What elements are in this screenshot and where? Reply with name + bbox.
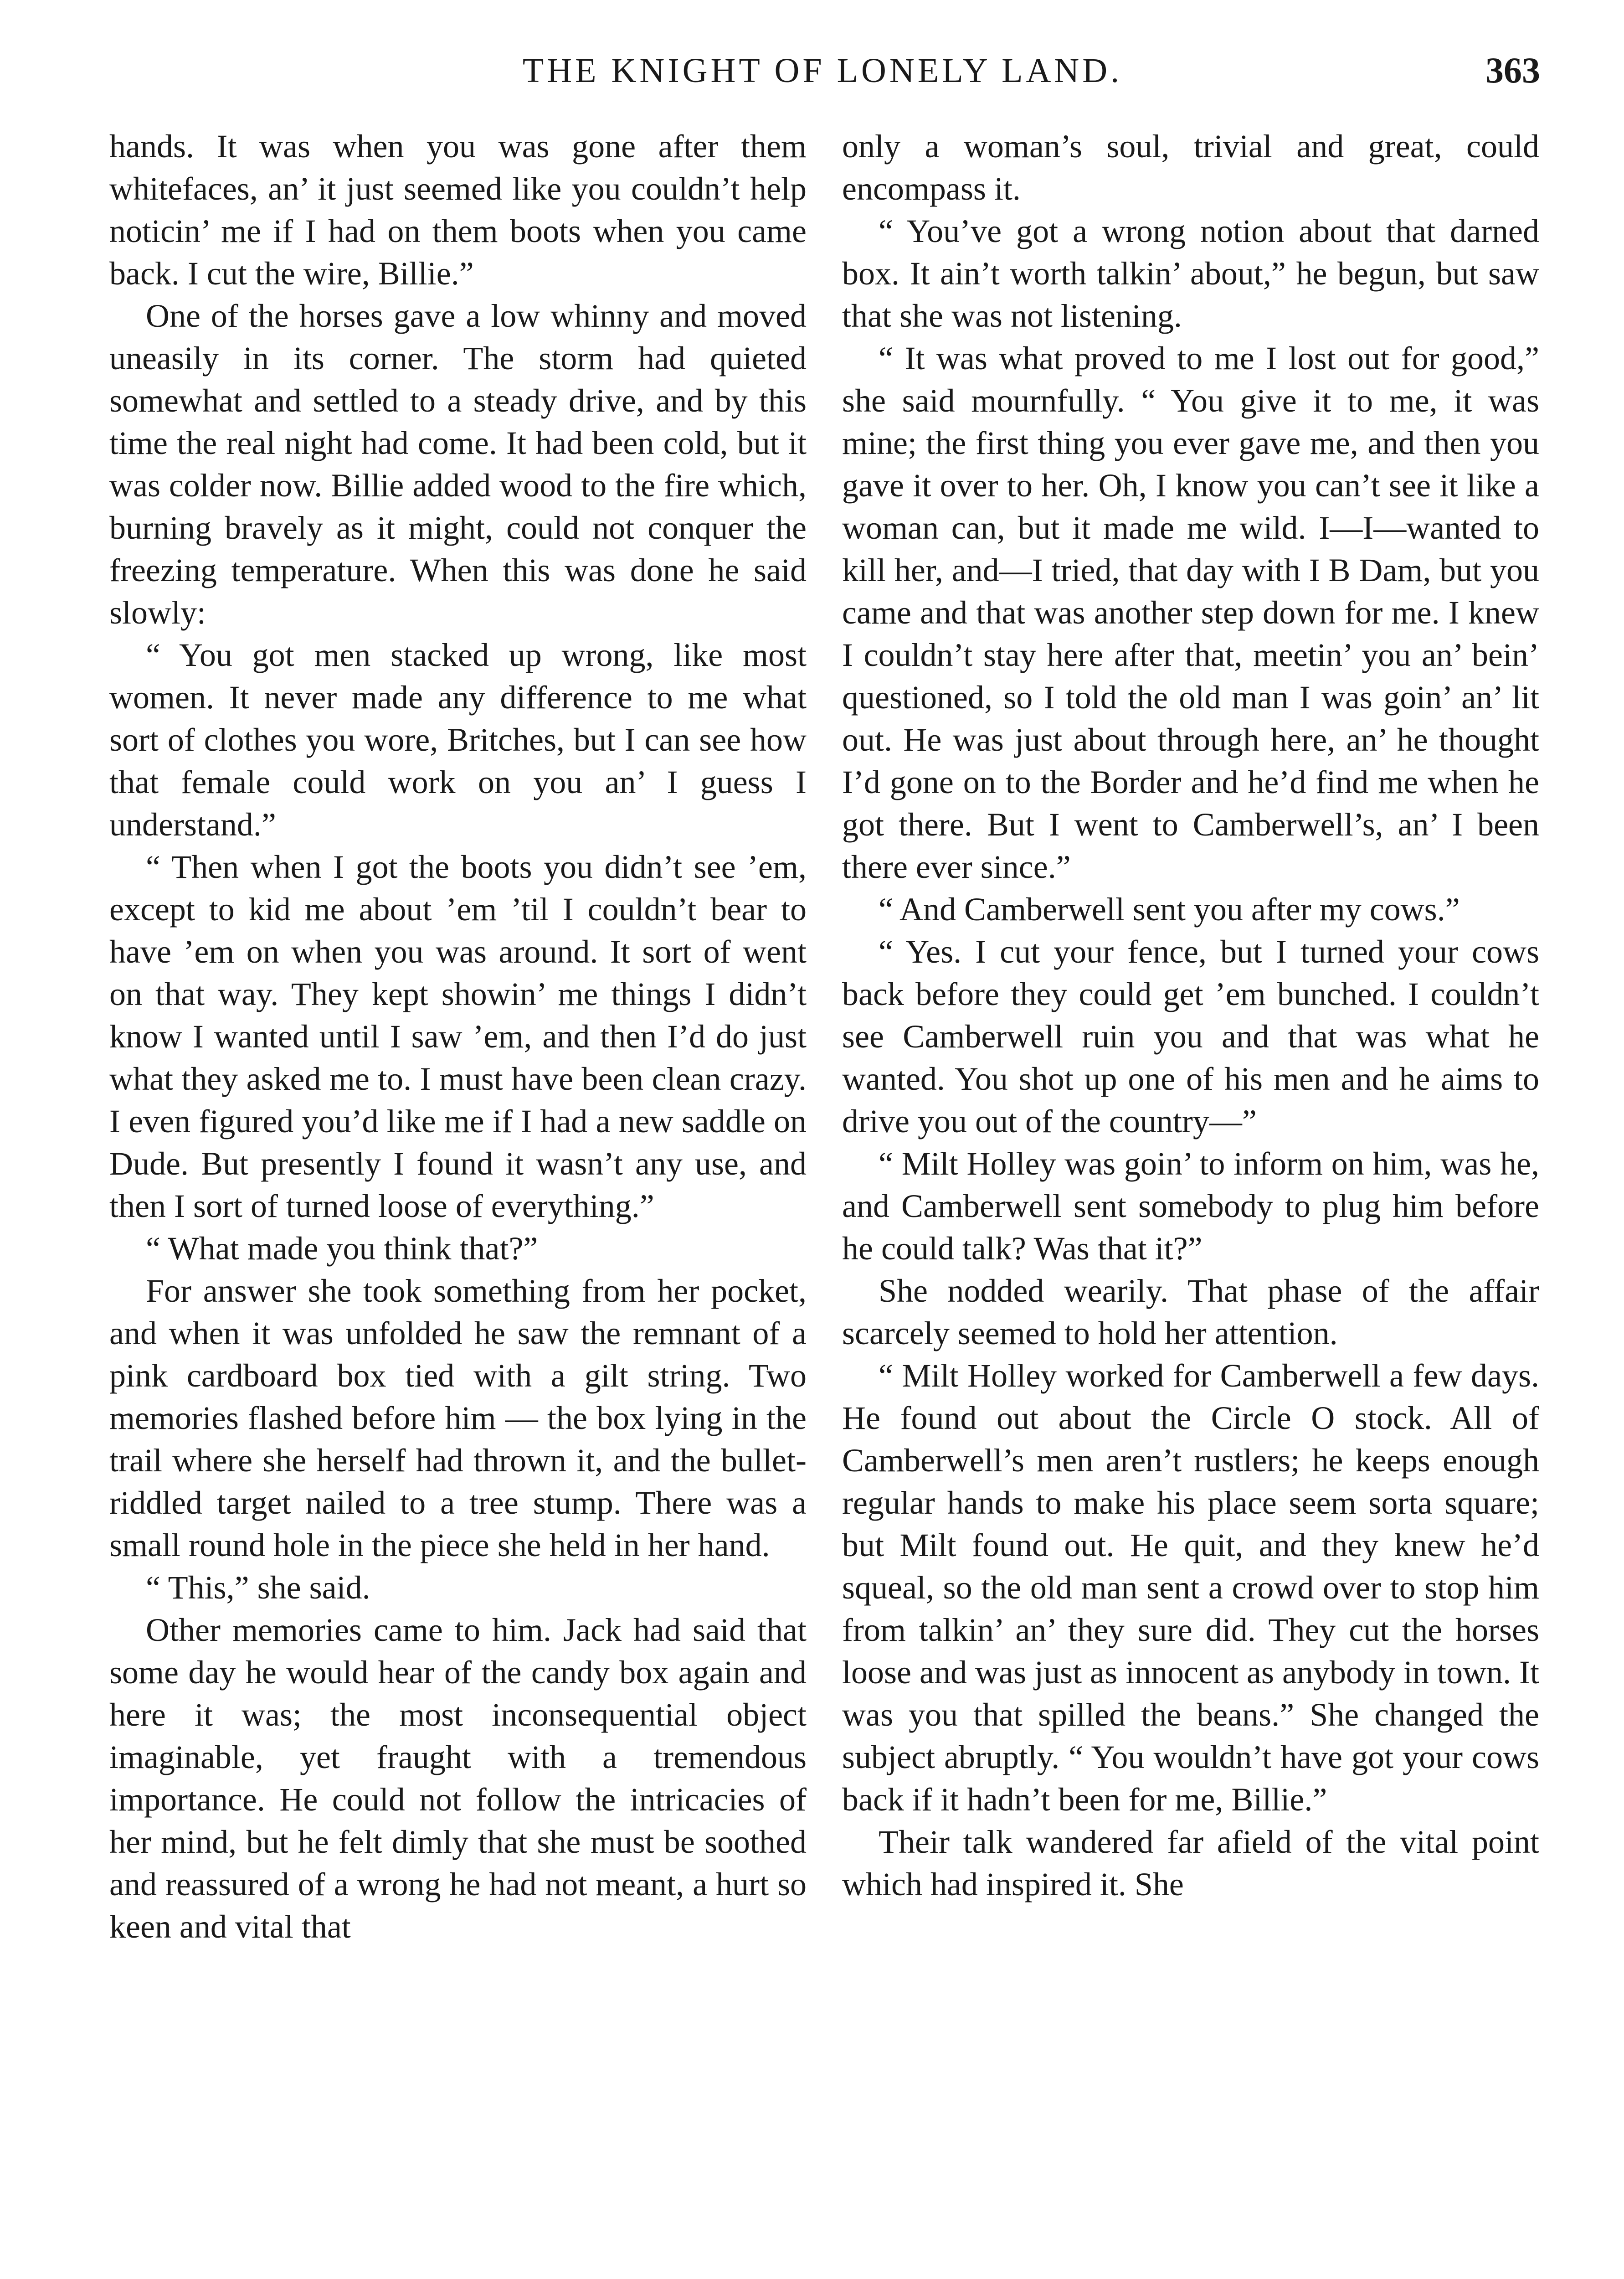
- paragraph: For answer she took something from her pocket, and when it was unfolded he saw the remnant of a pink cardboard box tied with a gilt string. Two memories flashed before him — the box lying in the trail where she herself had thrown it, and the bullet-riddled target nailed to a tree stump. There was a small round hole in the piece she held in her hand.: [109, 1273, 807, 1563]
- paragraph: “ What made you think that?”: [146, 1230, 538, 1267]
- page-number: 363: [1485, 51, 1540, 91]
- running-head: THE KNIGHT OF LONELY LAND.: [522, 52, 1123, 90]
- paragraph: “ And Camberwell sent you after my cows.”: [879, 891, 1460, 928]
- paragraph: only a woman’s soul, trivial and great, could encompass it.: [842, 128, 1539, 207]
- paragraph: One of the horses gave a low whinny and moved uneasily in its corner. The storm had quieted somewhat and settled to a steady drive, and by this time the real night had come. It had been cold, but it was colder now. Billie added wood to the fire which, burning bravely as it might, could not conquer the freezing temperature. When this was done he said slowly:: [109, 298, 807, 631]
- paragraph: Other memories came to him. Jack had said that some day he would hear of the candy box again and here it was; the most inconsequential object imaginable, yet fraught with a tremendous importance. He could not follow the intricacies of her mind, but he felt dimly that she must be soothed and reassured of a wrong he had not meant, a hurt so keen and vital that: [109, 1612, 807, 1945]
- page-header: [105, 46, 1540, 96]
- paragraph: “ Milt Holley was goin’ to inform on him, was he, and Camberwell sent somebody to plug him before he could talk? Was that it?”: [842, 1145, 1539, 1267]
- paragraph: “ It was what proved to me I lost out for good,” she said mournfully. “ You give it to me, it was mine; the first thing you ever gave me, and then you gave it over to her. Oh, I know you can’t see it like a woman can, but it made me wild. I—I—wanted to kill her, and—I tried, that day with I B Dam, but you came and that was another step down for me. I knew I couldn’t stay here after that, meetin’ you an’ bein’ questioned, so I told the old man I was goin’ an’ lit out. He was just about through here, an’ he thought I’d gone on to the Border and he’d find me when he got there. But I went to Camberwell’s, an’ I been there ever since.”: [842, 340, 1539, 885]
- paragraph: “ You got men stacked up wrong, like most women. It never made any difference to me what sort of clothes you wore, Britches, but I can see how that female could work on you an’ I guess I understand.”: [109, 637, 807, 843]
- paragraph: hands. It was when you was gone after them whitefaces, an’ it just seemed like you couldn’t help noticin’ me if I had on them boots when you came back. I cut the wire, Billie.”: [109, 128, 807, 292]
- paragraph: “ Milt Holley worked for Camberwell a few days. He found out about the Circle O stock. All of Camberwell’s men aren’t rustlers; he keeps enough regular hands to make his place seem sorta square; but Milt found out. He quit, and they knew he’d squeal, so the old man sent a crowd over to stop him from talkin’ an’ they sure did. They cut the horses loose and was just as innocent as anybody in town. It was you that spilled the beans.” She changed the subject abruptly. “ You wouldn’t have got your cows back if it hadn’t been for me, Billie.”: [842, 1357, 1539, 1818]
- paragraph: “ This,” she said.: [146, 1569, 370, 1606]
- right-column: [842, 125, 1539, 1906]
- paragraph: “ Yes. I cut your fence, but I turned your cows back before they could get ’em bunched. I couldn’t see Camberwell ruin you and that was what he wanted. You shot up one of his men and he aims to drive you out of the country—”: [842, 933, 1539, 1140]
- left-column: [109, 125, 807, 1948]
- paragraph: “ Then when I got the boots you didn’t see ’em, except to kid me about ’em ’til I couldn’t bear to have ’em on when you was around. It sort of went on that way. They kept showin’ me things I didn’t know I wanted until I saw ’em, and then I’d do just what they asked me to. I must have been clean crazy. I even figured you’d like me if I had a new saddle on Dude. But presently I found it wasn’t any use, and then I sort of turned loose of everything.”: [109, 849, 807, 1224]
- paragraph: “ You’ve got a wrong notion about that darned box. It ain’t worth talkin’ about,” he begun, but saw that she was not listening.: [842, 213, 1539, 334]
- paragraph: Their talk wandered far afield of the vital point which had inspired it. She: [842, 1824, 1539, 1903]
- paragraph: She nodded wearily. That phase of the affair scarcely seemed to hold her attention.: [842, 1273, 1539, 1351]
